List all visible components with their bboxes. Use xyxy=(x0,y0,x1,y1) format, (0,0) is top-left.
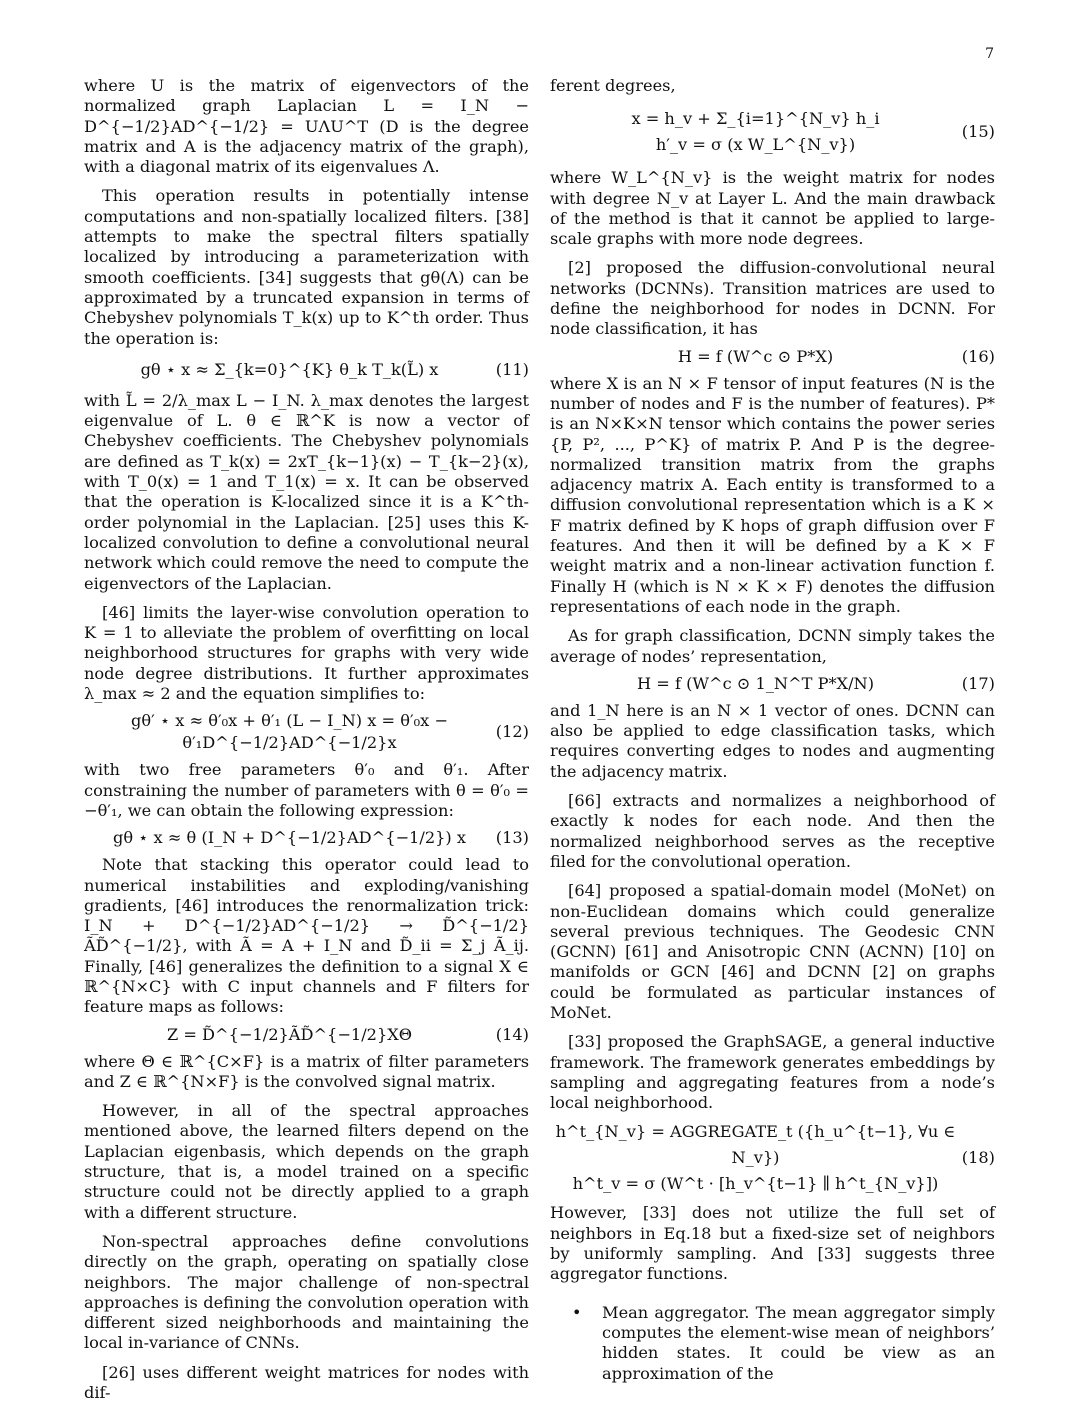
equation-line: x = h_v + Σ_{i=1}^{N_v} h_i xyxy=(631,109,880,129)
equation-expression: H = f (W^c ⊙ 1_N^T P*X/N) xyxy=(636,673,875,693)
paragraph: with L̃ = 2/λ_max L − I_N. λ_max denotes the largest eigenvalue of L. θ ∈ ℝ^K is now a vector of Chebyshev coefficients. The Chebyshev polynomials are defined as T_k(x) = 2xT_{k−1}(x) − T_{k−2}(x), with T_0(x) = 1 and T_1(x) = x. It can be observed that the operation is K-localized since it is a K^th-order polynomial in the Laplacian. [25] uses this K-localized convolution to define a convolutional neural network which could remove the need to compute the eigenvectors of the Laplacian. xyxy=(84,390,529,593)
equation-expression: gθ ⋆ x ≈ θ (I_N + D^{−1/2}AD^{−1/2}) x xyxy=(112,828,467,848)
paragraph: where Θ ∈ ℝ^{C×F} is a matrix of filter parameters and Z ∈ ℝ^{N×F} is the convolved signal matrix. xyxy=(84,1051,529,1091)
equation-number: (13) xyxy=(495,828,529,848)
page-number: 7 xyxy=(985,46,994,62)
paragraph: [2] proposed the diffusion-convolutional neural networks (DCNNs). Transition matrices are used to define the neighborhood for nodes in DCNN. For node classification, it has xyxy=(550,258,995,339)
equation-number: (14) xyxy=(495,1024,529,1044)
paragraph: [64] proposed a spatial-domain model (MoNet) on non-Euclidean domains which could generalize several previous techniques. The Geodesic CNN (GCNN) [61] and Anisotropic CNN (ACNN) [10] on manifolds or GCN [46] and DCNN [2] on graphs could be formulated as particular instances of MoNet. xyxy=(550,881,995,1022)
paragraph: Non-spectral approaches define convolutions directly on the graph, operating on spatially close neighbors. The major challenge of non-spectral approaches is defining the convolution operation with different sized neighborhoods and maintaining the local in-variance of CNNs. xyxy=(84,1231,529,1353)
equation-13 xyxy=(84,827,529,849)
paragraph: This operation results in potentially intense computations and non-spatially localized filters. [38] attempts to make the spectral filters spatially localized by introducing a parameterization with smooth coefficients. [34] suggests that gθ(Λ) can be approximated by a truncated expansion in terms of Chebyshev polynomials T_k(x) up to K^th order. Thus the operation is: xyxy=(84,186,529,348)
equation-16 xyxy=(550,346,995,368)
paragraph: However, [33] does not utilize the full set of neighbors in Eq.18 but a fixed-size set of neighbors by uniformly sampling. And [33] suggests three aggregator functions. xyxy=(550,1203,995,1284)
paragraph: [26] uses different weight matrices for nodes with dif- xyxy=(84,1362,529,1403)
equation-expression xyxy=(550,1119,995,1197)
right-column xyxy=(550,76,995,1384)
equation-expression: Z = D̃^{−1/2}ÃD̃^{−1/2}XΘ xyxy=(166,1024,413,1044)
equation-expression: H = f (W^c ⊙ P*X) xyxy=(677,346,834,366)
paragraph: with two free parameters θ′₀ and θ′₁. After constraining the number of parameters with θ = θ′₀ = −θ′₁, we can obtain the following expression: xyxy=(84,760,529,820)
equation-12 xyxy=(84,710,529,754)
equation-line: h^t_v = σ (W^t · [h_v^{t−1} ∥ h^t_{N_v}]) xyxy=(572,1174,939,1194)
paragraph: where U is the matrix of eigenvectors of the normalized graph Laplacian L = I_N − D^{−1/2}AD^{−1/2} = UΛU^T (D is the degree matrix and A is the adjacency matrix of the graph), with a diagonal matrix of its eigenvalues Λ. xyxy=(84,76,529,177)
paragraph: where X is an N × F tensor of input features (N is the number of nodes and F is the number of features). P* is an N×K×N tensor which contains the power series {P, P², ..., P^K} of matrix P. And P is the degree-normalized transition matrix from the graphs adjacency matrix A. Each entity is transformed to a diffusion convolutional representation which is a K × F matrix defined by K hops of graph diffusion over F features. And then it will be defined by a K × F weight matrix and a non-linear activation function f. Finally H (which is N × K × F) denotes the diffusion representations of each node in the graph. xyxy=(550,373,995,616)
equation-line: h′_v = σ (x W_L^{N_v}) xyxy=(655,135,856,155)
paragraph: ferent degrees, xyxy=(550,76,676,95)
equation-11 xyxy=(84,359,529,381)
equation-expression xyxy=(550,106,995,158)
paragraph: [46] limits the layer-wise convolution operation to K = 1 to alleviate the problem of overfitting on local neighborhood structures for graphs with very wide node degree distributions. It further approximates λ_max ≈ 2 and the equation simplifies to: xyxy=(84,602,529,704)
paragraph: and 1_N here is an N × 1 vector of ones. DCNN can also be applied to edge classification tasks, which requires converting edges to nodes and augmenting the adjacency matrix. xyxy=(550,700,995,781)
paragraph: [33] proposed the GraphSAGE, a general inductive framework. The framework generates embeddings by sampling and aggregating features from a node’s local neighborhood. xyxy=(550,1032,995,1113)
equation-number: (18) xyxy=(961,1148,995,1168)
paragraph: Note that stacking this operator could lead to numerical instabilities and exploding/vanishing gradients, [46] introduces the renormalization trick: I_N + D^{−1/2}AD^{−1/2} → D̃^{−1/2}ÃD̃^{−1/2}, with Ã = A + I_N and D̃_ii = Σ_j Ã_ij. Finally, [46] generalizes the definition to a signal X ∈ ℝ^{N×C} with C input channels and F filters for feature maps as follows: xyxy=(84,855,529,1017)
equation-expression: gθ′ ⋆ x ≈ θ′₀x + θ′₁ (L − I_N) x = θ′₀x − θ′₁D^{−1/2}AD^{−1/2}x xyxy=(131,711,448,753)
paragraph: where W_L^{N_v} is the weight matrix for nodes with degree N_v at Layer L. And the main drawback of the method is that it cannot be applied to large-scale graphs with more node degrees. xyxy=(550,168,995,249)
equation-18 xyxy=(550,1119,995,1197)
equation-17 xyxy=(550,673,995,695)
equation-14 xyxy=(84,1024,529,1046)
paragraph: [66] extracts and normalizes a neighborhood of exactly k nodes for each node. And then the normalized neighborhood serves as the receptive filed for the convolutional operation. xyxy=(550,791,995,871)
paragraph: As for graph classification, DCNN simply takes the average of nodes’ representation, xyxy=(550,626,995,666)
equation-number: (16) xyxy=(961,346,995,366)
equation-number: (11) xyxy=(495,359,529,379)
bullet-list xyxy=(550,1303,995,1384)
equation-number: (15) xyxy=(961,122,995,142)
equation-number: (17) xyxy=(961,673,995,693)
paragraph: However, in all of the spectral approaches mentioned above, the learned filters depend on the Laplacian eigenbasis, which depends on the graph structure, that is, a model trained on a specific structure could not be directly applied to a graph with a different structure. xyxy=(84,1101,529,1222)
equation-expression: gθ ⋆ x ≈ Σ_{k=0}^{K} θ_k T_k(L̃) x xyxy=(140,359,439,379)
equation-line: h^t_{N_v} = AGGREGATE_t ({h_u^{t−1}, ∀u ∈ N_v}) xyxy=(555,1122,956,1168)
left-column xyxy=(84,76,529,1403)
equation-number: (12) xyxy=(495,722,529,742)
equation-15 xyxy=(550,106,995,158)
list-item: • Mean aggregator. The mean aggregator simply computes the element-wise mean of neighbors’ hidden states. It could be view as an approximation of the xyxy=(550,1303,995,1384)
